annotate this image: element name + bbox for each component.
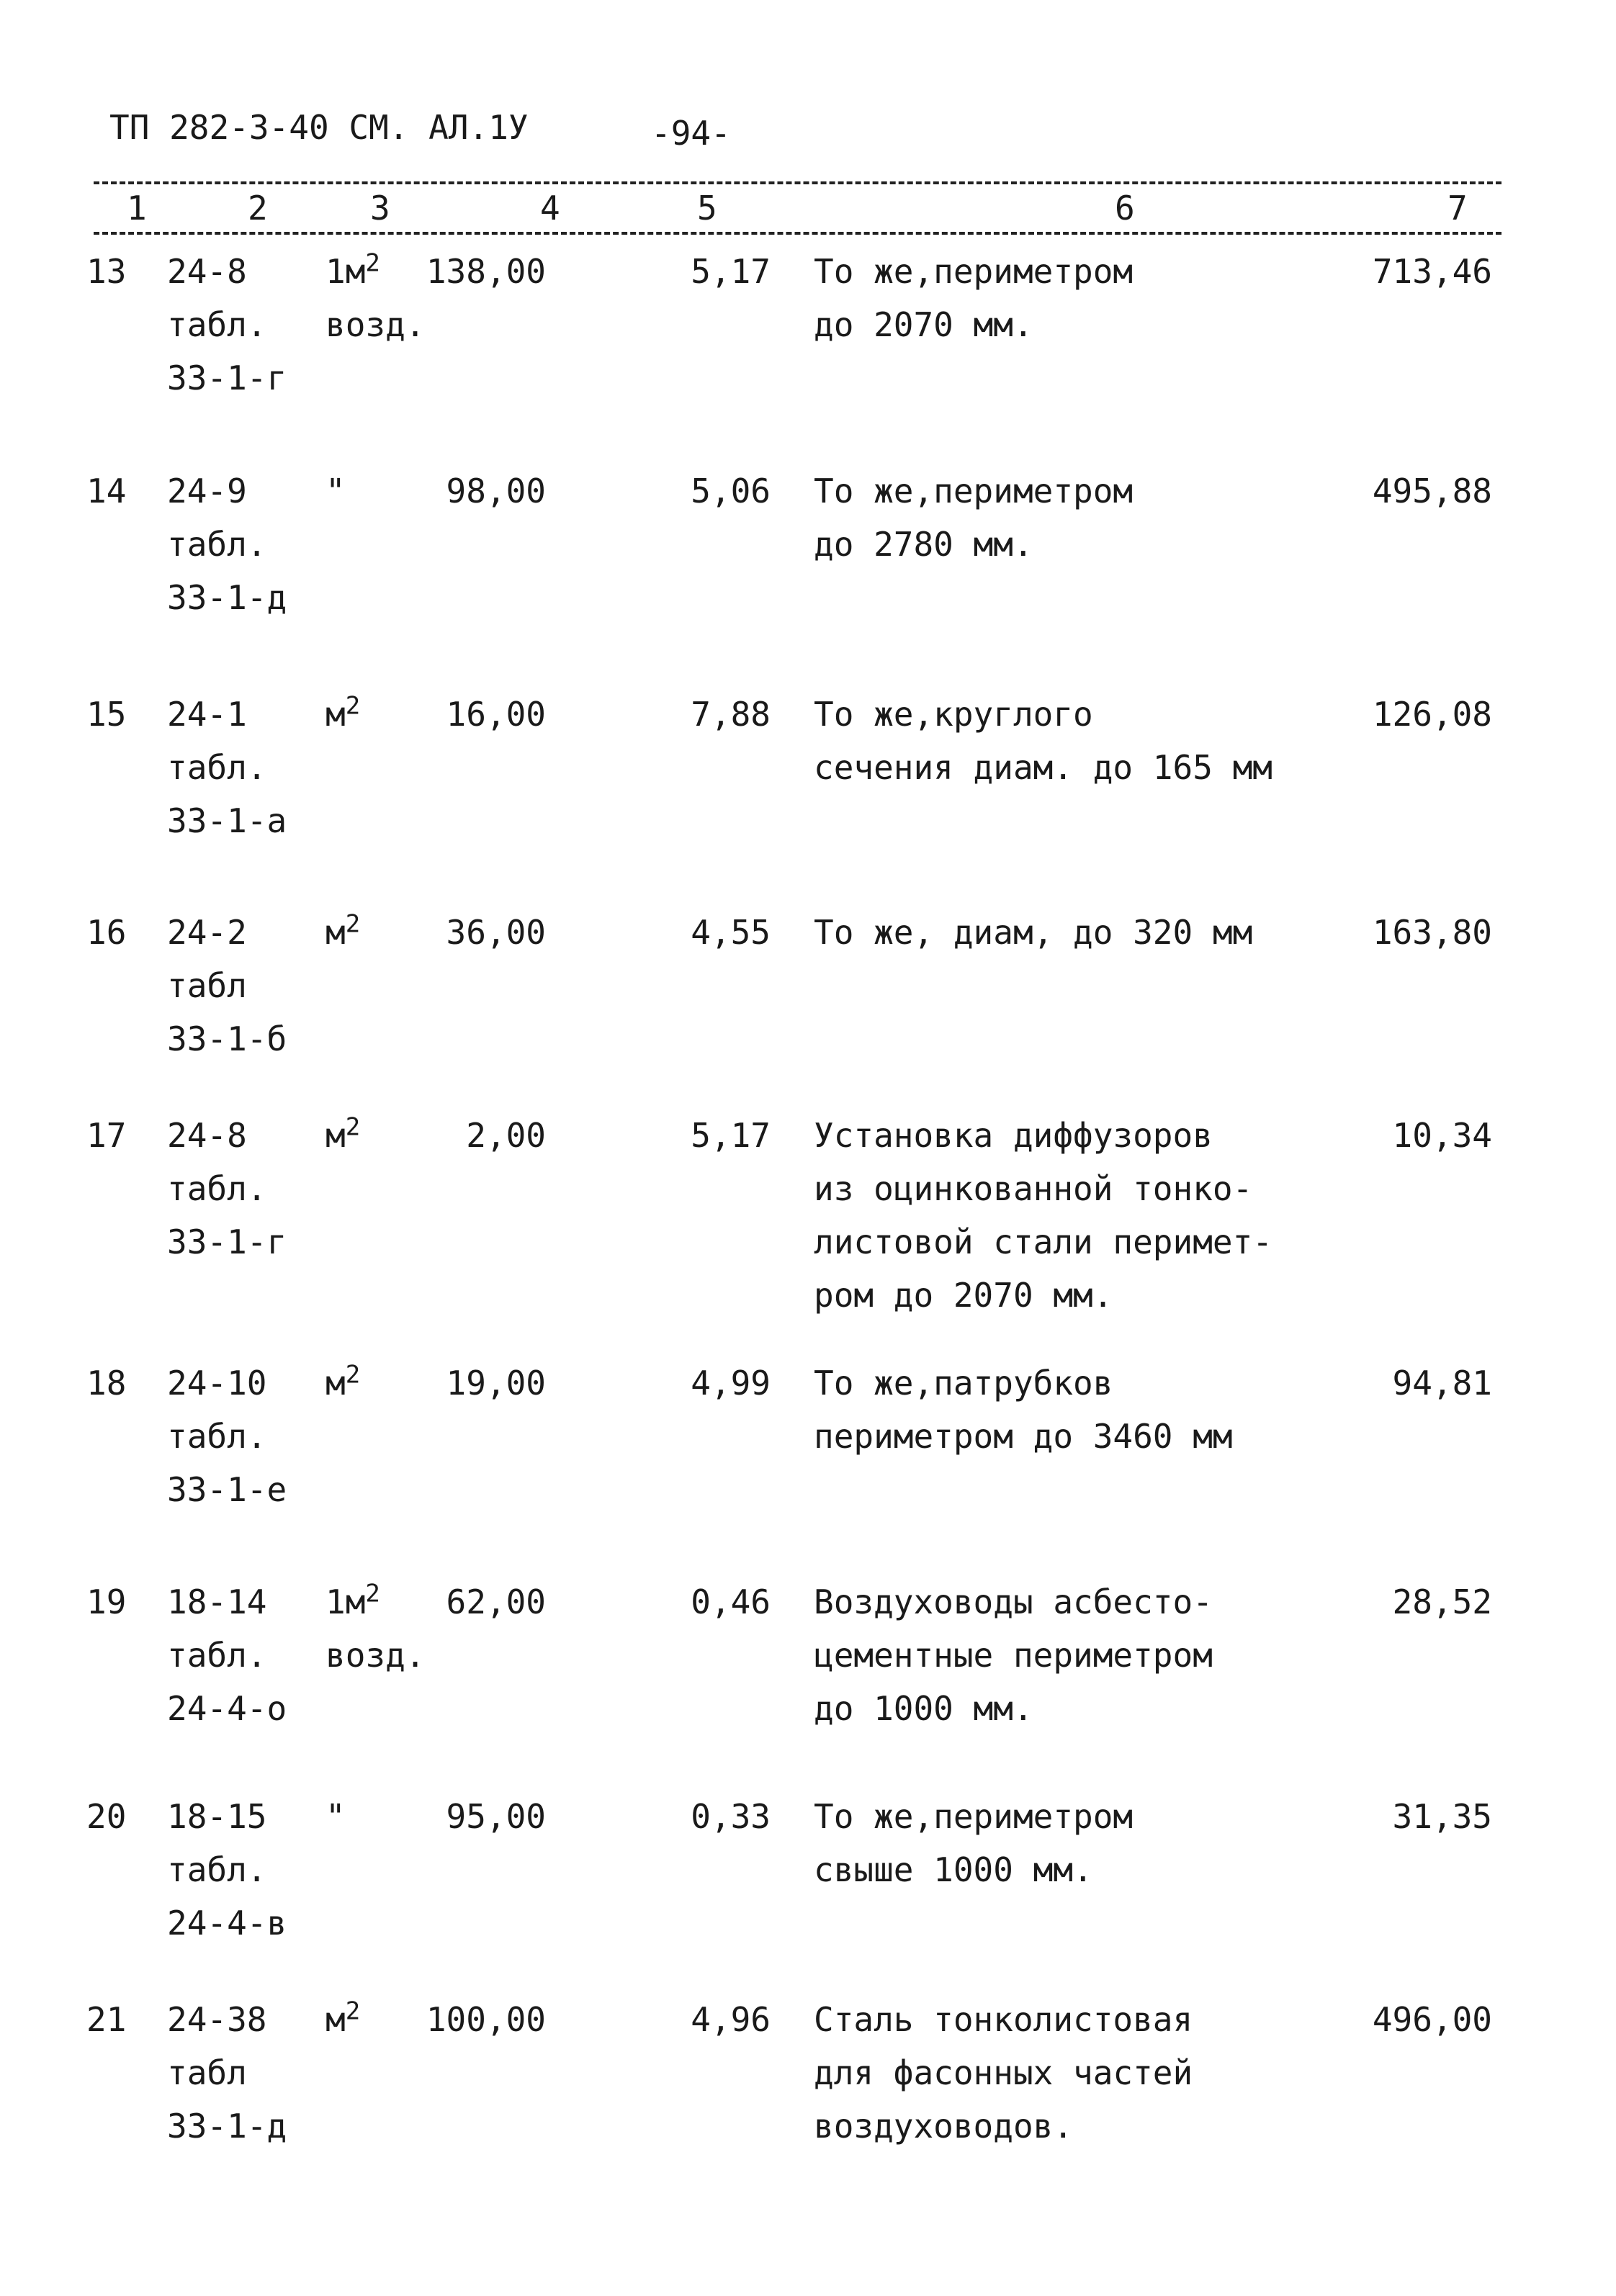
header-rule-top xyxy=(94,181,1501,184)
unit-base: м xyxy=(326,1364,346,1403)
row-number: 13 xyxy=(86,252,127,291)
norm-code: 24-2 табл 33-1-б xyxy=(167,913,287,1058)
unit xyxy=(326,1993,360,2046)
unit-base: м xyxy=(326,913,346,952)
page-number: -94- xyxy=(651,114,731,153)
row-number: 20 xyxy=(86,1797,127,1836)
work-description: То же,периметром до 2780 мм. xyxy=(814,472,1134,564)
unit-exponent: 2 xyxy=(345,1112,361,1142)
row-number: 18 xyxy=(86,1364,127,1403)
row-number: 17 xyxy=(86,1116,127,1155)
work-description: То же,патрубков периметром до 3460 мм xyxy=(814,1364,1233,1456)
quantity: 100,00 xyxy=(426,2000,546,2039)
unit-exponent: 2 xyxy=(365,248,380,278)
unit xyxy=(326,1790,346,1843)
unit-base: м xyxy=(326,2000,346,2039)
column-header-5: 5 xyxy=(697,189,717,228)
unit-exponent: 2 xyxy=(345,1996,361,2026)
quantity: 95,00 xyxy=(446,1797,546,1836)
unit-note: возд. xyxy=(326,305,426,344)
row-number: 16 xyxy=(86,913,127,952)
unit-price: 5,17 xyxy=(691,252,771,291)
unit-note: возд. xyxy=(326,1636,426,1675)
total-cost: 126,08 xyxy=(1372,695,1492,734)
norm-code: 18-15 табл. 24-4-в xyxy=(167,1797,287,1942)
total-cost: 94,81 xyxy=(1392,1364,1492,1403)
column-header-4: 4 xyxy=(540,189,560,228)
column-header-6: 6 xyxy=(1115,189,1135,228)
document-code: ТП 282-3-40 СМ. АЛ.1У xyxy=(109,108,529,147)
unit xyxy=(326,464,346,518)
total-cost: 31,35 xyxy=(1392,1797,1492,1836)
row-number: 19 xyxy=(86,1583,127,1621)
row-number: 14 xyxy=(86,472,127,510)
quantity: 98,00 xyxy=(446,472,546,510)
work-description: Сталь тонколистовая для фасонных частей воздуховодов. xyxy=(814,2000,1193,2146)
column-header-7: 7 xyxy=(1447,189,1468,228)
unit-exponent: 2 xyxy=(345,909,361,939)
total-cost: 28,52 xyxy=(1392,1583,1492,1621)
norm-code: 18-14 табл. 24-4-о xyxy=(167,1583,287,1728)
total-cost: 496,00 xyxy=(1372,2000,1492,2039)
work-description: То же,периметром свыше 1000 мм. xyxy=(814,1797,1134,1889)
column-header-2: 2 xyxy=(248,189,268,228)
norm-code: 24-38 табл 33-1-д xyxy=(167,2000,287,2146)
unit xyxy=(326,1109,360,1162)
unit-base: 1м xyxy=(326,1583,366,1621)
unit-base: м xyxy=(326,695,346,734)
quantity: 16,00 xyxy=(446,695,546,734)
row-number: 15 xyxy=(86,695,127,734)
norm-code: 24-1 табл. 33-1-а xyxy=(167,695,287,840)
unit xyxy=(326,1356,360,1410)
column-header-1: 1 xyxy=(127,189,147,228)
unit-price: 4,96 xyxy=(691,2000,771,2039)
work-description: То же,периметром до 2070 мм. xyxy=(814,252,1134,344)
unit xyxy=(326,906,360,959)
total-cost: 10,34 xyxy=(1392,1116,1492,1155)
row-number: 21 xyxy=(86,2000,127,2039)
quantity: 62,00 xyxy=(446,1583,546,1621)
norm-code: 24-8 табл. 33-1-г xyxy=(167,252,287,397)
total-cost: 163,80 xyxy=(1372,913,1492,952)
quantity: 138,00 xyxy=(426,252,546,291)
unit-base: 1м xyxy=(326,252,366,291)
unit-price: 5,06 xyxy=(691,472,771,510)
unit-price: 0,46 xyxy=(691,1583,771,1621)
unit-price: 4,55 xyxy=(691,913,771,952)
unit-price: 0,33 xyxy=(691,1797,771,1836)
work-description: Воздуховоды асбесто- цементные периметром до 1000 мм. xyxy=(814,1583,1213,1728)
column-header-3: 3 xyxy=(370,189,390,228)
unit-price: 5,17 xyxy=(691,1116,771,1155)
unit-exponent: 2 xyxy=(345,691,361,721)
norm-code: 24-9 табл. 33-1-д xyxy=(167,472,287,617)
quantity: 2,00 xyxy=(466,1116,546,1155)
unit-base: " xyxy=(326,472,346,510)
quantity: 36,00 xyxy=(446,913,546,952)
work-description: Установка диффузоров из оцинкованной тонко- листовой стали перимет- ром до 2070 мм. xyxy=(814,1116,1272,1315)
work-description: То же, диам, до 320 мм xyxy=(814,913,1253,952)
total-cost: 495,88 xyxy=(1372,472,1492,510)
unit-exponent: 2 xyxy=(345,1360,361,1390)
unit-exponent: 2 xyxy=(365,1579,380,1608)
unit-base: м xyxy=(326,1116,346,1155)
unit-price: 4,99 xyxy=(691,1364,771,1403)
unit xyxy=(326,688,360,741)
quantity: 19,00 xyxy=(446,1364,546,1403)
unit-base: " xyxy=(326,1797,346,1836)
unit-price: 7,88 xyxy=(691,695,771,734)
norm-code: 24-8 табл. 33-1-г xyxy=(167,1116,287,1261)
header-rule-bottom xyxy=(94,232,1501,235)
total-cost: 713,46 xyxy=(1372,252,1492,291)
norm-code: 24-10 табл. 33-1-е xyxy=(167,1364,287,1509)
work-description: То же,круглого сечения диам. до 165 мм xyxy=(814,695,1272,787)
